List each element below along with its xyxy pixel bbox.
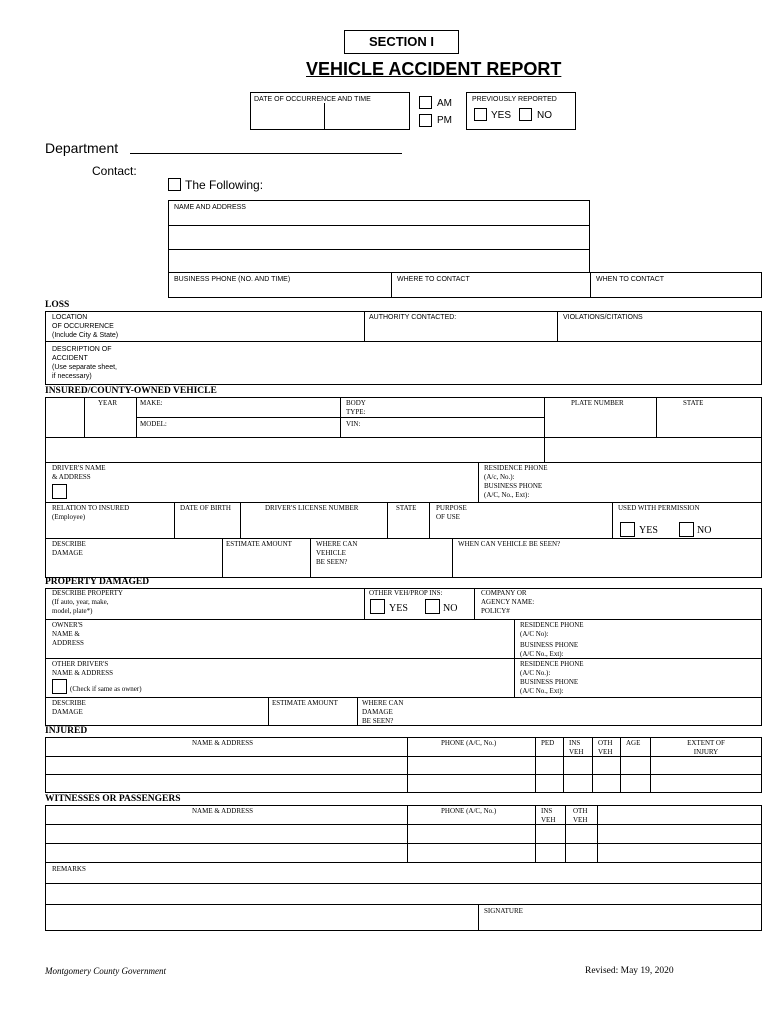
department-label: Department: [45, 140, 119, 156]
prop-v-estimate: [268, 697, 269, 726]
business-phone-label-ins: BUSINESS PHONE (A/C, No., Ext):: [484, 482, 543, 499]
name-line-1: [168, 225, 590, 226]
loss-table: [45, 311, 762, 385]
permission-no-label: NO: [697, 525, 712, 536]
permission-yes-label: YES: [639, 525, 658, 536]
footer-org: Montgomery County Government: [45, 966, 166, 976]
wit-oth-label: OTH VEH: [573, 807, 588, 824]
describe-property-label: DESCRIBE PROPERTY (If auto, year, make, model, plate*): [52, 589, 123, 615]
wit-row-1: [45, 824, 762, 825]
following-checkbox[interactable]: [168, 178, 181, 191]
location-label: LOCATION OF OCCURRENCE (Include City & State): [52, 314, 119, 339]
prev-yes-label: YES: [491, 110, 512, 121]
owners-name-label: OWNER'S NAME & ADDRESS: [52, 621, 84, 647]
wit-v-ins: [535, 805, 536, 862]
ins-v-purpose: [429, 502, 430, 538]
name-line-2: [168, 249, 590, 250]
wit-row-4: [45, 883, 762, 884]
prop-v-other: [364, 588, 365, 619]
estimate-label: ESTIMATE AMOUNT: [226, 540, 292, 548]
prop-row-3: [45, 697, 762, 698]
ins-v-body: [340, 397, 341, 437]
where-contact-label: WHERE TO CONTACT: [397, 276, 470, 283]
ins-v-resphone: [478, 462, 479, 502]
inj-v-oth: [592, 737, 593, 793]
prop-v-where: [357, 697, 358, 726]
department-field[interactable]: [130, 153, 402, 154]
relation-label: RELATION TO INSURED (Employee): [52, 504, 130, 521]
same-as-owner-label: (Check if same as owner): [70, 685, 142, 693]
wit-name-label: NAME & ADDRESS: [192, 807, 254, 815]
witnesses-heading: WITNESSES OR PASSENGERS: [45, 794, 181, 804]
prev-yes-checkbox[interactable]: [474, 108, 487, 121]
pm-label: PM: [437, 115, 452, 126]
other-veh-yes-label: YES: [389, 603, 408, 614]
business-phone-label: BUSINESS PHONE (NO. AND TIME): [174, 276, 291, 283]
permission-yes-checkbox[interactable]: [620, 522, 635, 537]
wit-row-3: [45, 862, 762, 863]
wit-row-5: [45, 904, 762, 905]
prop-v-phone: [514, 619, 515, 697]
pm-checkbox[interactable]: [419, 114, 432, 127]
driver-checkbox[interactable]: [52, 484, 67, 499]
remarks-label: REMARKS: [52, 865, 86, 873]
loss-col-auth: [364, 311, 365, 341]
prev-no-label: NO: [537, 110, 552, 121]
ins-v-when: [452, 538, 453, 578]
loss-col-viol: [557, 311, 558, 341]
other-veh-no-checkbox[interactable]: [425, 599, 440, 614]
body-type-label: BODY TYPE:: [346, 399, 366, 416]
ins-v-make: [136, 397, 137, 437]
description-label: DESCRIPTION OF ACCIDENT (Use separate sheet, if necessary): [52, 346, 117, 380]
violations-label: VIOLATIONS/CITATIONS: [563, 314, 643, 321]
wit-v-end: [597, 805, 598, 862]
prop-where-label: WHERE CAN DAMAGE BE SEEN?: [362, 699, 404, 725]
model-label: MODEL:: [140, 420, 167, 428]
loss-heading: LOSS: [45, 300, 70, 310]
prop-bus-phone2-label: BUSINESS PHONE (A/C No., Ext):: [520, 678, 579, 695]
section-label: SECTION I: [368, 34, 434, 49]
year-label: YEAR: [98, 399, 118, 407]
am-checkbox[interactable]: [419, 96, 432, 109]
inj-name-label: NAME & ADDRESS: [192, 739, 254, 747]
prop-res-phone-label: RESIDENCE PHONE (A/C No):: [520, 621, 584, 638]
previously-reported-label: PREVIOUSLY REPORTED: [472, 96, 557, 103]
ins-row-4: [45, 502, 762, 503]
inj-phone-label: PHONE (A/C, No.): [441, 739, 497, 747]
permission-no-checkbox[interactable]: [679, 522, 694, 537]
same-as-owner-checkbox[interactable]: [52, 679, 67, 694]
ins-v-state: [656, 397, 657, 437]
ins-v-where: [310, 538, 311, 578]
ins-v-state2: [387, 502, 388, 538]
property-heading: PROPERTY DAMAGED: [45, 577, 150, 587]
company-label: COMPANY OR AGENCY NAME: POLICY#: [481, 589, 535, 615]
following-label: The Following:: [185, 178, 264, 192]
inj-extent-label: EXTENT OF INJURY: [687, 739, 725, 756]
signature-label: SIGNATURE: [484, 907, 523, 915]
inj-ins-label: INS VEH: [569, 739, 584, 756]
div-when: [590, 272, 591, 298]
other-veh-yes-checkbox[interactable]: [370, 599, 385, 614]
wit-phone-label: PHONE (A/C, No.): [441, 807, 497, 815]
residence-phone-label: RESIDENCE PHONE (A/c, No.):: [484, 464, 548, 481]
am-label: AM: [437, 98, 452, 109]
footer-revised: Revised: May 19, 2020: [585, 966, 674, 976]
make-label: MAKE:: [140, 399, 163, 407]
prop-row-1: [45, 619, 762, 620]
inj-ped-label: PED: [541, 739, 555, 747]
state-label: STATE: [683, 399, 704, 407]
prev-no-checkbox[interactable]: [519, 108, 532, 121]
insured-heading: INSURED/COUNTY-OWNED VEHICLE: [45, 386, 217, 396]
wit-row-2: [45, 843, 762, 844]
wit-ins-label: INS VEH: [541, 807, 556, 824]
prop-bus-phone-label: BUSINESS PHONE (A/C No., Ext):: [520, 641, 579, 658]
date-time-divider: [324, 103, 325, 130]
name-address-label: NAME AND ADDRESS: [174, 204, 246, 211]
wit-v-oth: [565, 805, 566, 862]
div-where: [391, 272, 392, 298]
inj-v-phone: [407, 737, 408, 793]
wit-v-phone: [407, 805, 408, 862]
inj-v-age: [620, 737, 621, 793]
prop-row-2: [45, 658, 762, 659]
date-time-label: DATE OF OCCURRENCE AND TIME: [254, 96, 371, 103]
dob-label: DATE OF BIRTH: [180, 504, 231, 512]
state2-label: STATE: [396, 504, 417, 512]
describe-damage-label: DESCRIBE DAMAGE: [52, 540, 86, 557]
inj-row-2: [45, 774, 762, 775]
ins-row-5: [45, 538, 762, 539]
ins-v-perm: [612, 502, 613, 538]
ins-v-year: [84, 397, 85, 437]
prop-estimate-label: ESTIMATE AMOUNT: [272, 699, 338, 707]
vin-label: VIN:: [346, 420, 361, 428]
ins-v-plate: [544, 397, 545, 462]
prop-v-company: [474, 588, 475, 619]
prop-res-phone2-label: RESIDENCE PHONE (A/C No.):: [520, 660, 584, 677]
purpose-label: PURPOSE OF USE: [436, 504, 467, 521]
drivers-name-label: DRIVER'S NAME & ADDRESS: [52, 464, 106, 481]
inj-age-label: AGE: [626, 739, 641, 747]
ins-v-license: [240, 502, 241, 538]
where-seen-label: WHERE CAN VEHICLE BE SEEN?: [316, 540, 358, 566]
other-driver-label: OTHER DRIVER'S NAME & ADDRESS: [52, 660, 114, 677]
inj-oth-label: OTH VEH: [598, 739, 613, 756]
ins-v-dob: [174, 502, 175, 538]
other-veh-no-label: NO: [443, 603, 458, 614]
when-seen-label: WHEN CAN VEHICLE BE SEEN?: [458, 540, 561, 548]
when-contact-label: WHEN TO CONTACT: [596, 276, 665, 283]
loss-row-div: [45, 341, 762, 342]
contact-label: Contact:: [92, 164, 137, 178]
authority-label: AUTHORITY CONTACTED:: [369, 314, 457, 321]
license-label: DRIVER'S LICENSE NUMBER: [265, 504, 359, 512]
permission-label: USED WITH PERMISSION: [618, 504, 700, 512]
prop-damage-label: DESCRIBE DAMAGE: [52, 699, 86, 716]
ins-row-2: [45, 437, 762, 438]
ins-row-3: [45, 462, 762, 463]
other-veh-label: OTHER VEH/PROP INS:: [369, 589, 443, 597]
ins-v-estimate: [222, 538, 223, 578]
inj-v-ped: [535, 737, 536, 793]
plate-label: PLATE NUMBER: [571, 399, 624, 407]
wit-v-sig: [478, 904, 479, 931]
page-title: VEHICLE ACCIDENT REPORT: [306, 59, 562, 79]
injured-heading: INJURED: [45, 726, 88, 736]
inj-v-ins: [563, 737, 564, 793]
